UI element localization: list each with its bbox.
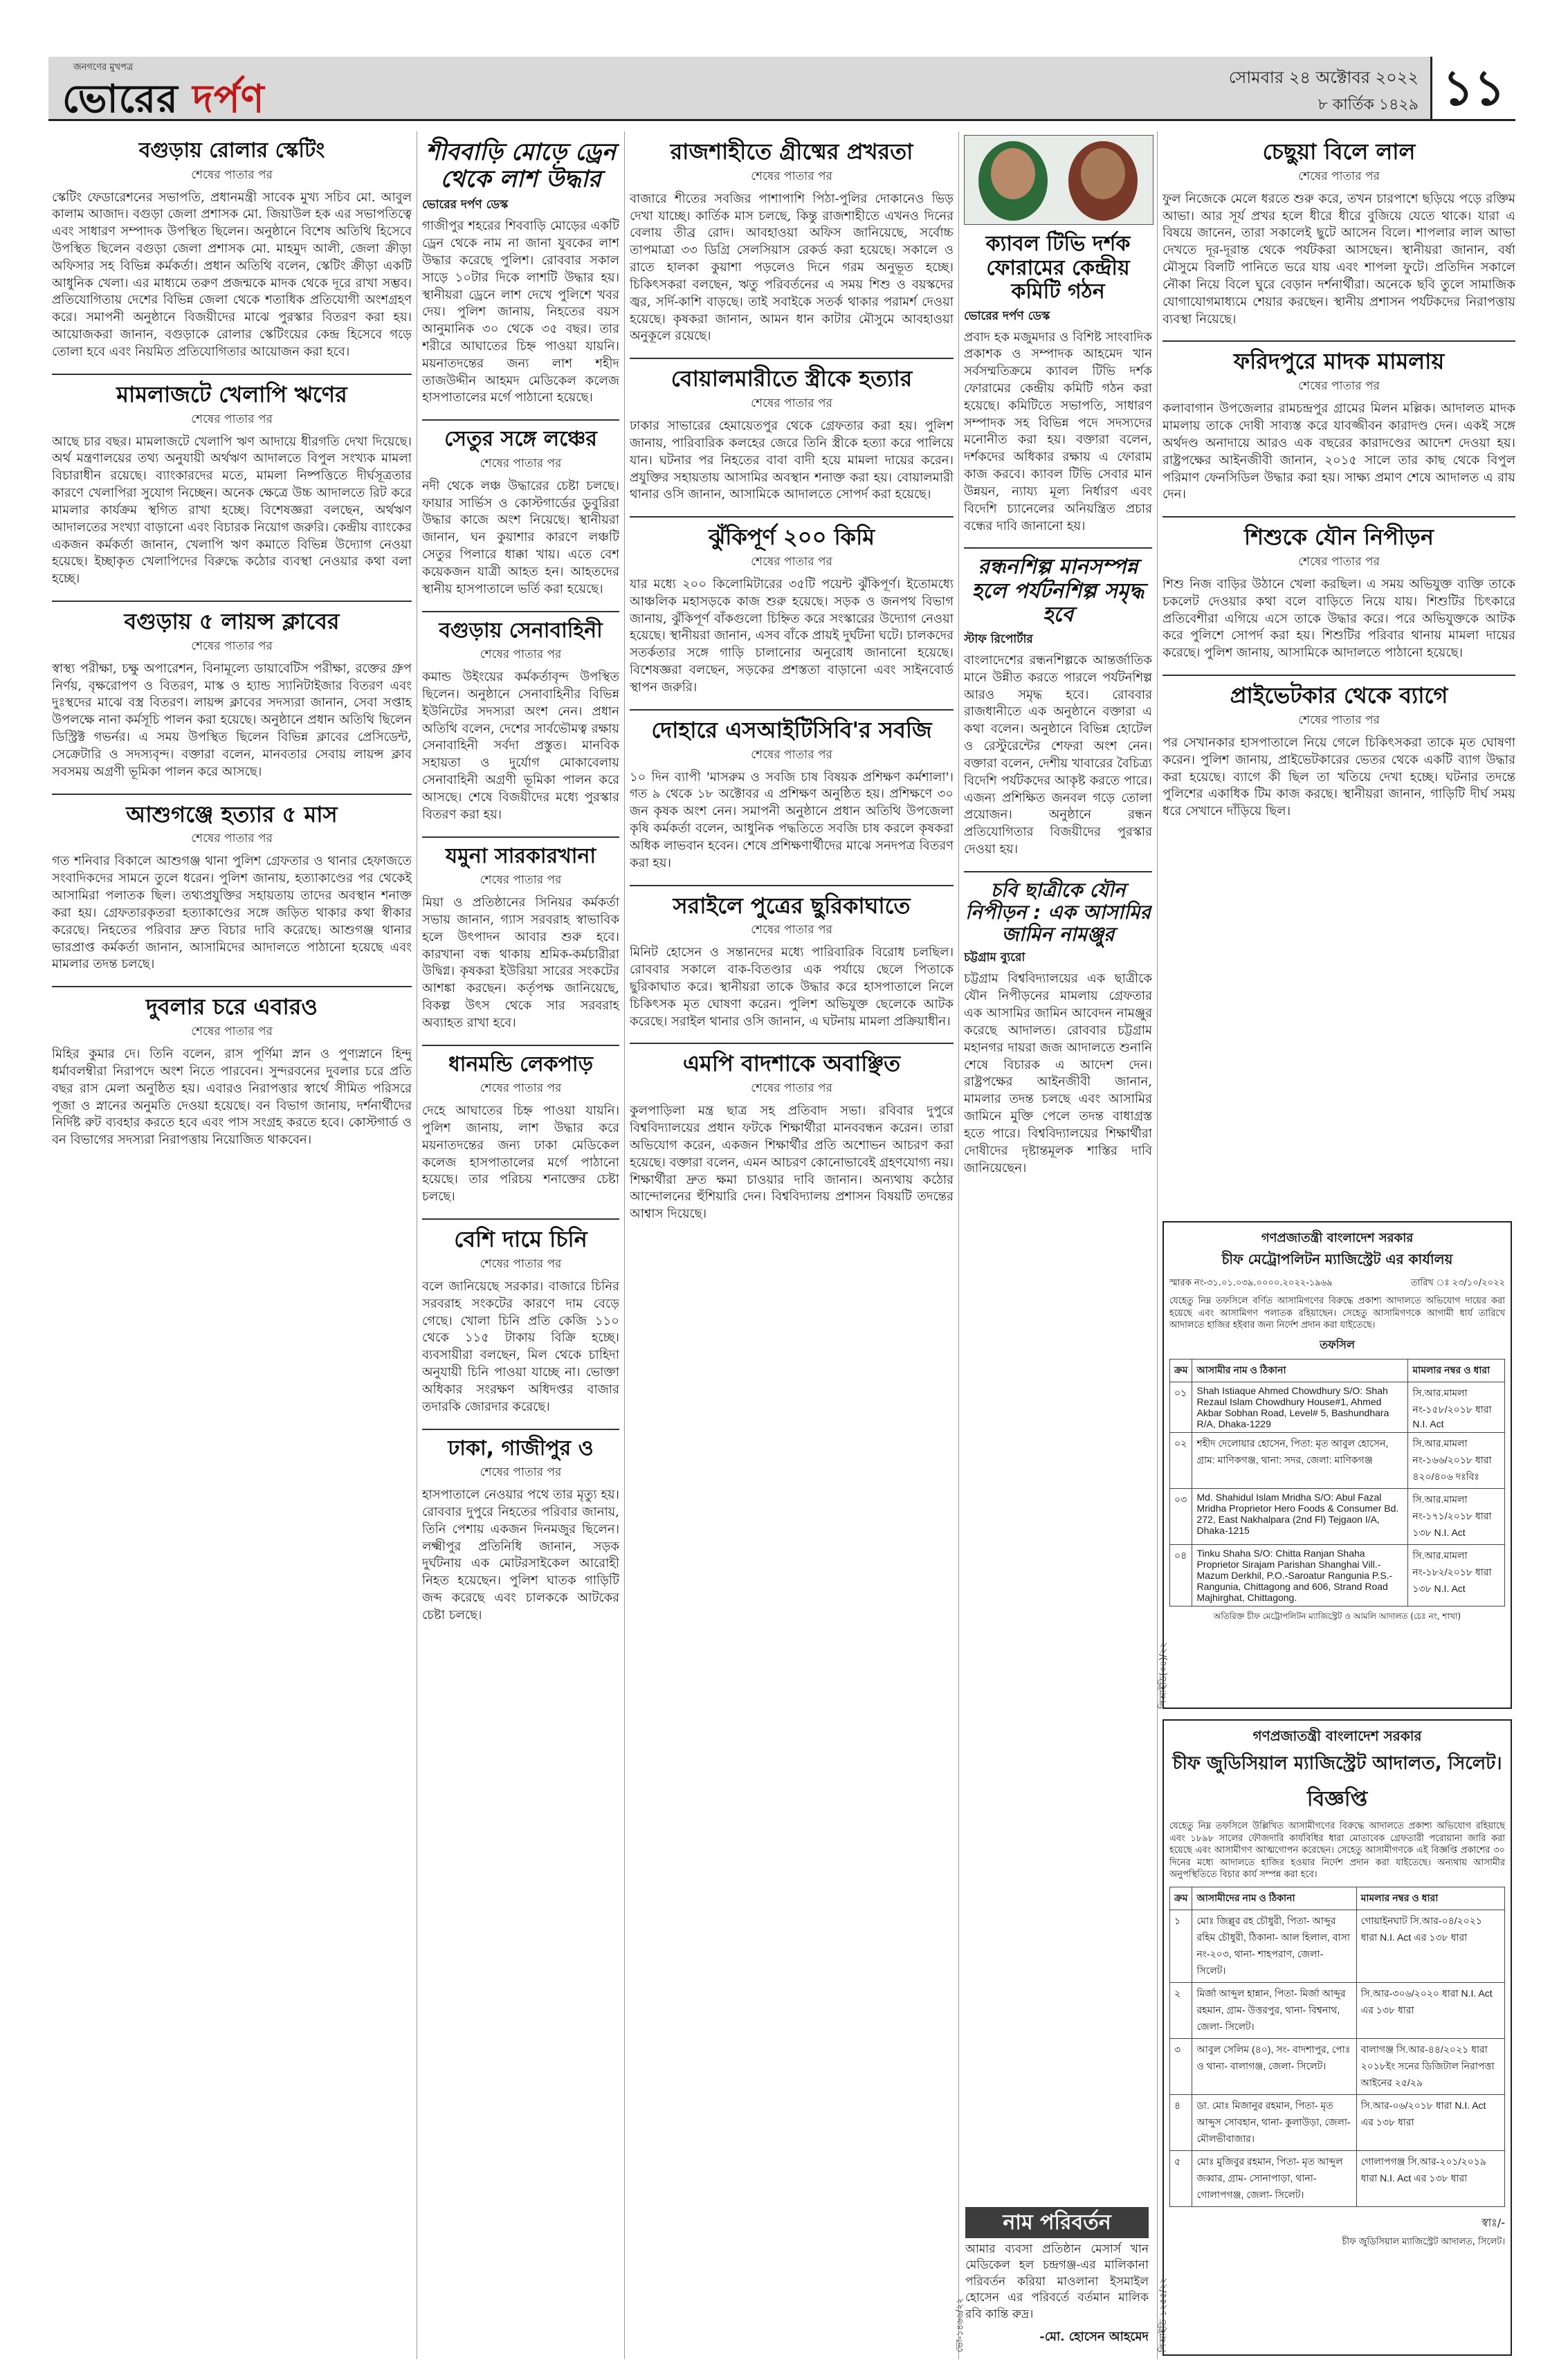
row-name: Tinku Shaha S/O: Chitta Ranjan Shaha Proprietor Sirajam Parishan Shanghai Vill.-Mazum Derkhil, P.O.-Saroatur Rangunia P.S.-Rangunia, Chittagong and 606, Strand Road Majhirghat, Chittagong. bbox=[1192, 1544, 1408, 1606]
continued-label: শেষের পাতার পর bbox=[1298, 554, 1380, 569]
continued-label: শেষের পাতার পর bbox=[480, 648, 562, 662]
row-no: ০২ bbox=[1170, 1432, 1192, 1488]
continued-label: শেষের পাতার পর bbox=[751, 396, 832, 411]
headline: যমুনা সারকারখানা bbox=[445, 843, 596, 868]
notice-intro: যেহেতু নিম্ন তফসিলে উল্লিখিত আসামীগণের বিরুদ্ধে আদালতে প্রকাশ্য অভিযোগ রহিয়াছে এবং ১৮৯৮ সালের ফৌজদারি কার্যবিধির ধারা মোতাবেক গ্রেফতারী পরোয়ানা জারি করা হয়েছে এবং আসামীগণ আত্মগোপন করেছেন। সেহেতু আসামীগণকে এই বিজ্ঞপ্তি প্রকাশের ৩০ দিনের মধ্যে আদালতে হাজির হওয়ার নির্দেশ প্রদান করা যাইতেছে। অন্যথায় আসামীর অনুপস্থিতিতে বিচার কার্য সম্পন্ন করা হবে। bbox=[1169, 1821, 1505, 1880]
story-body: মিনিট হোসেন ও সন্তানদের মধ্যে পারিবারিক বিরোধ চলছিল। রোববার সকালে বাক-বিতণ্ডার এক পর্যায়ে ছেলে পিতাকে ছুরিকাঘাত করে। স্থানীয়রা তাকে উদ্ধার করে হাসপাতালে নিলে চিকিৎসক মৃত ঘোষণা করেন। পুলিশ অভিযুক্ত ছেলেকে আটক করেছে। সরাইল থানার ওসি জানান, এ ঘটনায় মামলা প্রক্রিয়াধীন। bbox=[630, 945, 954, 1029]
row-name: মোঃ জিল্লুর রহ চৌধুরী, পিতা- আব্দুর রহিম চৌধুরী, ঠিকানা- আল হিলাল, বাসা নং-২০৩, থানা- শাহপরাণ, জেলা- সিলেট। bbox=[1192, 1910, 1356, 1982]
date-bangla: ৮ কার্তিক ১৪২৯ bbox=[1318, 96, 1419, 113]
column-5 bbox=[1162, 135, 1515, 1214]
divider bbox=[52, 986, 412, 987]
row-case: সি.আর.মামলা নং-১৬৬/২০১৮ ধারা ৪২০/৪০৬ দঃবিঃ bbox=[1408, 1432, 1505, 1488]
notice-office: চীফ জুডিসিয়াল ম্যাজিস্ট্রেট আদালত, সিলেট। bbox=[1172, 1753, 1502, 1774]
story-body: গত শনিবার বিকালে আশুগঞ্জ থানা পুলিশ গ্রেফতার ও থানার হেফাজতে সংবাদিকদের সামনে তুলে ধরেন। পুলিশ জানায়, হত্যাকাণ্ডের পর থেকেই আসামিরা পলাতক ছিল। তথ্যপ্রযুক্তির সহায়তায় তাদের অবস্থান শনাক্ত করা হয়। গ্রেফতারকৃতরা হত্যাকাণ্ডের সঙ্গে জড়িত থাকার কথা স্বীকার করেছে। নিহতের পরিবার দ্রুত বিচার দাবি করেছে। আশুগঞ্জ থানার ভারপ্রাপ্ত কর্মকর্তা জানান, আসামিদের আদালতে পাঠানো হয়েছে এবং মামলার তদন্ত চলছে। bbox=[52, 854, 412, 972]
story-faridpur-drug bbox=[1162, 349, 1515, 504]
col-header: আসামীর নাম ও ঠিকানা bbox=[1192, 1359, 1408, 1382]
story-body: শিশু নিজ বাড়ির উঠানে খেলা করছিল। এ সময় অভিযুক্ত ব্যক্তি তাকে চকলেট দেওয়ার কথা বলে বাড়িতে নিয়ে যায়। শিশুটির চিৎকারে প্রতিবেশীরা এগিয়ে এসে তাকে উদ্ধার করে। পরে অভিযুক্তকে আটক করে পুলিশে সোপর্দ করা হয়। শিশুটির পরিবার থানায় মামলা দায়ের করেছে। পুলিশ জানায়, আসামিকে আদালতে পাঠানো হয়েছে। bbox=[1162, 576, 1515, 661]
story-body: বাজারে শীতের সবজির পাশাপাশি পিঠা-পুলির দোকানেও ভিড় দেখা যাচ্ছে। কার্তিক মাস চলছে, কিন্তু রাজশাহীতে এখনও দিনের বেলায় তীব্র রোদ। আবহাওয়া অফিস জানিয়েছে, সর্বোচ্চ তাপমাত্রা ৩৩ ডিগ্রি সেলসিয়াস রেকর্ড করা হয়েছে। সকালে ও রাতে হালকা কুয়াশা পড়লেও দিনে গরম অনুভূত হচ্ছে। চিকিৎসকরা বলছেন, ঋতু পরিবর্তনের এ সময় শিশু ও বয়স্কদের জ্বর, সর্দি-কাশি বাড়ছে। তাই সবাইকে সতর্ক থাকার পরামর্শ দেওয়া হয়েছে। কৃষকরা জানান, আমন ধান কাটার মৌসুমে আবহাওয়া অনুকূলে রয়েছে। bbox=[630, 191, 954, 344]
story-lions-club bbox=[52, 609, 412, 781]
story-body: পর সেখানকার হাসপাতালে নিয়ে গেলে চিকিৎসকরা তাকে মৃত ঘোষণা করেন। পুলিশ জানায়, প্রাইভেটকারের ভেতর থেকে একটি ব্যাগ উদ্ধার করা হয়েছে। ব্যাগে কী ছিল তা খতিয়ে দেখা হচ্ছে। ঘটনার তদন্তে পুলিশের একাধিক টিম কাজ করছে। স্থানীয়রা জানান, গাড়িটি দীর্ঘ সময় ধরে সেখানে দাঁড়িয়ে ছিল। bbox=[1162, 735, 1515, 819]
continued-label: শেষের পাতার পর bbox=[191, 412, 273, 426]
side-code: পিআইডি-১২৫৫/২২ bbox=[1158, 2278, 1169, 2352]
notice-sign: স্বাঃ/- bbox=[1481, 2215, 1505, 2229]
divider bbox=[52, 374, 412, 375]
continued-label: শেষের পাতার পর bbox=[480, 1465, 562, 1480]
col-header: ক্রম bbox=[1170, 1359, 1192, 1382]
row-no: ০১ bbox=[1170, 1382, 1192, 1432]
story-roller-skating bbox=[52, 139, 412, 361]
story-shibbari-body bbox=[422, 139, 619, 407]
name-change-sign: -মো. হোসেন আহমেদ bbox=[1039, 2329, 1149, 2345]
continued-label: শেষের পাতার পর bbox=[191, 639, 273, 653]
continued-label: শেষের পাতার পর bbox=[191, 167, 273, 182]
divider bbox=[630, 885, 954, 886]
notice-memo: স্মারক নং-৩১.০১.০৩৯.০০০০.২০২২-১৯৬৯ bbox=[1169, 1278, 1333, 1288]
divider bbox=[630, 358, 954, 359]
headline: ক্যাবল টিভি দর্শক ফোরামের কেন্দ্রীয় কমিটি গঠন bbox=[985, 232, 1131, 304]
table-row bbox=[1170, 2038, 1505, 2094]
story-chechua-bil bbox=[1162, 139, 1515, 328]
story-dohar-vegetable bbox=[630, 717, 954, 872]
continued-label: শেষের পাতার পর bbox=[751, 554, 832, 569]
story-body: গাজীপুর শহরের শিববাড়ি মোড়ের একটি ড্রেন থেকে নাম না জানা যুবকের লাশ উদ্ধার করেছে পুলিশ। রোববার সকাল সাড়ে ১০টার দিকে লাশটি উদ্ধার হয়। স্থানীয়রা ড্রেনে লাশ দেখে পুলিশে খবর দেয়। পুলিশ জানায়, নিহতের বয়স আনুমানিক ৩০ থেকে ৩৫ বছর। তার শরীরে আঘাতের চিহ্ন পাওয়া যায়নি। ময়নাতদন্তের জন্য লাশ শহীদ তাজউদ্দীন আহমদ মেডিকেল কলেজ হাসপাতালের মর্গে পাঠানো হয়েছে। bbox=[422, 219, 619, 405]
table-row bbox=[1170, 1488, 1505, 1544]
notice-date: তারিখ ঃ ২৩/১০/২০২২ bbox=[1410, 1278, 1505, 1288]
continued-label: শেষের পাতার পর bbox=[480, 873, 562, 888]
headline: সরাইলে পুত্রের ছুরিকাঘাতে bbox=[673, 892, 911, 919]
row-name: আবুল সেলিম (৪০), সং- বাদশাপুর, পোঃ ও থানা- বালাগঞ্জ, জেলা- সিলেট। bbox=[1192, 2038, 1356, 2094]
divider bbox=[964, 547, 1152, 549]
notice-intro: যেহেতু নিম্ন তফসিলে বর্ণিত আসামিগণের বিরুদ্ধে প্রকাশ্য আদালতে অভিযোগ দায়ের করা হয়েছে এবং আসামিগণ পলাতক রহিয়াছেন। সেহেতু আসামিগণকে আগামী ধার্য তারিখে আদালতে হাজির হইবার জন্য নির্দেশ প্রদান করা যাইতেছে। bbox=[1169, 1296, 1505, 1331]
masthead bbox=[48, 57, 1515, 122]
divider bbox=[630, 516, 954, 518]
side-code: পিআইডি(৩৪)/২২ bbox=[1158, 1642, 1169, 1709]
headline: রাজশাহীতে গ্রীষ্মের প্রখরতা bbox=[670, 138, 913, 165]
story-body: ঢাকার সাভারের হেমায়েতপুর থেকে গ্রেফতার করা হয়। পুলিশ জানায়, পারিবারিক কলহের জেরে তিনি স্ত্রীকে হত্যা করে পালিয়ে যান। ঘটনার পর নিহতের বাবা বাদী হয়ে মামলা দায়ের করেন। প্রযুক্তির সহায়তায় আসামির অবস্থান শনাক্ত করা হয়। বোয়ালমারী থানার ওসি জানান, আসামিকে আদালতে সোপর্দ করা হয়েছে। bbox=[630, 419, 954, 502]
headline: বগুড়ায় সেনাবাহিনী bbox=[439, 618, 603, 643]
col-header: ক্রম bbox=[1170, 1887, 1192, 1910]
continued-label: শেষের পাতার পর bbox=[751, 169, 832, 183]
newspaper-logo bbox=[62, 69, 265, 134]
notice-table-title: তফসিল bbox=[1320, 1337, 1355, 1351]
headline: দোহারে এসআইটিসিবি'র সবজি bbox=[651, 716, 932, 743]
logo-part1: ভোরের bbox=[62, 77, 179, 122]
column-4 bbox=[964, 228, 1152, 2200]
notice-footer: অতিরিক্ত চীফ মেট্রোপলিটন ম্যাজিস্ট্রেট ও আমলি আদালত (চেঃ নং, শাখা) bbox=[1213, 1611, 1461, 1621]
table-row bbox=[1170, 1982, 1505, 2038]
story-cu-student bbox=[964, 879, 1152, 1178]
name-change-notice bbox=[965, 2242, 1149, 2352]
story-body: কুলপাড়িলা মন্ত্র ছাত্র সহ প্রতিবাদ সভা। রবিবার দুপুরে বিশ্ববিদ্যালয়ের প্রধান ফটকে শিক্ষার্থীরা মানববন্ধন করেন। তারা অভিযোগ করেন, একজন শিক্ষার্থীর প্রতি অশোভন আচরণ করা হয়েছে। বক্তারা বলেন, এমন আচরণ কোনোভাবেই গ্রহণযোগ্য নয়। শিক্ষার্থীরা দ্রুত ক্ষমা চাওয়ার দাবি জানান। অন্যথায় কঠোর আন্দোলনের হুঁশিয়ারি দেন। বিশ্ববিদ্যালয় প্রশাসন বিষয়টি তদন্তের আশ্বাস দিয়েছে। bbox=[630, 1104, 954, 1222]
divider bbox=[52, 601, 412, 602]
story-body: আছে চার বছর। মামলাজটে খেলাপি ঋণ আদায়ে ধীরগতি দেখা দিয়েছে। অর্থ মন্ত্রণালয়ের তথ্য অনুযায়ী অর্থঋণ আদালতে বিপুল সংখ্যক মামলা বিচারাধীন রয়েছে। ব্যাংকারদের মতে, মামলা নিষ্পত্তিতে দীর্ঘসূত্রতার কারণে খেলাপিরা সুযোগ নিচ্ছেন। অনেক ক্ষেত্রে উচ্চ আদালতে রিট করে মামলার কার্যক্রম স্থগিত রাখা হচ্ছে। বিশেষজ্ঞরা বলছেন, অর্থঋণ আদালতের সংখ্যা বাড়ানো এবং বিচারক নিয়োগ জরুরি। কেন্দ্রীয় ব্যাংকের একজন কর্মকর্তা জানান, খেলাপি ঋণ কমাতে বিভিন্ন উদ্যোগ নেওয়া হয়েছে। ইচ্ছাকৃত খেলাপিদের বিরুদ্ধে কঠোর ব্যবস্থা নেওয়ার কথা বলা হচ্ছে। bbox=[52, 434, 412, 587]
story-body: ফুল নিজেকে মেলে ধরতে শুরু করে, তখন চারপাশে ছড়িয়ে পড়ে রক্তিম আভা। আর সূর্য প্রখর হলে ধীরে ধীরে বুজিয়ে যেতে থাকে। যারা এ বিষয়ে জানেন, তারা সকালেই ছুটে আসেন বিলে। শাপলার লাল আভা দেখতে দূর-দূরান্ত থেকে পর্যটকরা আসছেন। স্থানীয়রা জানান, বর্ষা মৌসুমে বিলটি পানিতে ভরে যায় এবং শাপলা ফুটে। প্রতিদিন সকালে নৌকা নিয়ে বিলে ঘুরে বেড়ান দর্শনার্থীরা। অনেকে ছবি তুলে সামাজিক যোগাযোগমাধ্যমে শেয়ার করছেন। স্থানীয় প্রশাসন পর্যটকদের নিরাপত্তায় ব্যবস্থা নিয়েছে। bbox=[1162, 191, 1515, 327]
story-body: মিয়া ও প্রতিষ্ঠানের সিনিয়র কর্মকর্তা সভায় জানান, গ্যাস সরবরাহ স্বাভাবিক হলে উৎপাদন আবার শুরু হবে। কারখানা বন্ধ থাকায় শ্রমিক-কর্মচারীরা উদ্বিগ্ন। কৃষকরা ইউরিয়া সারের সংকটের আশঙ্কা করছেন। কর্তৃপক্ষ জানিয়েছে, বিকল্প উৎস থেকে সার সরবরাহ অব্যাহত রাখা হবে। bbox=[422, 895, 619, 1030]
notice-footer: চীফ জুডিসিয়াল ম্যাজিস্ট্রেট আদালত, সিলেট। bbox=[1342, 2236, 1505, 2247]
byline: ভোরের দর্পণ ডেস্ক bbox=[964, 309, 1050, 323]
notice-gov: গণপ্রজাতন্ত্রী বাংলাদেশ সরকার bbox=[1261, 1231, 1414, 1245]
row-no: ০৪ bbox=[1170, 1544, 1192, 1606]
continued-label: শেষের পাতার পর bbox=[1298, 169, 1380, 183]
story-body: মিহির কুমার দে। তিনি বলেন, রাস পূর্ণিমা স্নান ও পুণ্যস্নানে হিন্দু ধর্মাবলম্বীরা নিরাপদে অংশ নিতে পারবেন। সুন্দরবনের দুবলার চরে প্রতি বছর রাস মেলা অনুষ্ঠিত হয়। এবারও নিরাপত্তার স্বার্থে সীমিত পরিসরে পূজা ও স্নানের অনুমতি দেওয়া হয়েছে। বন বিভাগ জানায়, দর্শনার্থীদের নির্দিষ্ট রুট ব্যবহার করতে হবে এবং পাস সংগ্রহ করতে হবে। কোস্টগার্ড ও বন বিভাগের সদস্যরা নিরাপত্তায় নিয়োজিত থাকবেন। bbox=[52, 1047, 412, 1148]
table-row bbox=[1170, 2150, 1505, 2206]
column-1 bbox=[52, 135, 412, 2359]
story-dhaka-gazipur bbox=[422, 1437, 619, 1624]
story-cooking-tourism bbox=[964, 556, 1152, 858]
story-body: নদী থেকে লঞ্চ উদ্ধারের চেষ্টা চলছে। ফায়ার সার্ভিস ও কোস্টগার্ডের ডুবুরিরা উদ্ধার কাজে অংশ নিয়েছে। স্থানীয়রা জানান, ঘন কুয়াশার কারণে লঞ্চটি সেতুর পিলারে ধাক্কা খায়। এতে বেশ কয়েকজন যাত্রী আহত হন। আহতদের স্থানীয় হাসপাতালে ভর্তি করা হয়েছে। bbox=[422, 478, 619, 596]
byline: ভোরের দর্পণ ডেস্ক bbox=[422, 198, 509, 212]
headline: চেছুয়া বিলে লাল bbox=[1262, 138, 1416, 165]
story-body: বাংলাদেশের রন্ধনশিল্পকে আন্তর্জাতিক মানে উন্নীত করতে পারলে পর্যটনশিল্প আরও সমৃদ্ধ হবে। রোববার রাজধানীতে এক অনুষ্ঠানে বক্তারা এ কথা বলেন। অনুষ্ঠানে বিভিন্ন হোটেল ও রেস্টুরেন্টের শেফরা অংশ নেন। বক্তারা বলেন, দেশীয় খাবারের বৈচিত্র্য বিদেশি পর্যটকদের আকৃষ্ট করতে পারে। এজন্য প্রশিক্ষিত জনবল গড়ে তোলা প্রয়োজন। অনুষ্ঠানে রন্ধন প্রতিযোগিতার বিজয়ীদের পুরস্কার দেওয়া হয়। bbox=[964, 652, 1152, 857]
court-notice-sylhet bbox=[1162, 1719, 1512, 2356]
continued-label: শেষের পাতার পর bbox=[751, 923, 832, 937]
table-row bbox=[1170, 1910, 1505, 1982]
headline: বেশি দামে চিনি bbox=[454, 1226, 587, 1253]
divider bbox=[630, 709, 954, 711]
story-body: স্কেটিং ফেডারেশনের সভাপতি, প্রধানমন্ত্রী সাবেক মুখ্য সচিব মো. আবুল কালাম আজাদ। বগুড়া জেলা প্রশাসক মো. জিয়াউল হক এর সভাপতিত্বে এবং সাধারণ সম্পাদক উপস্থিত ছিলেন। অনুষ্ঠানে বিশেষ অতিথি হিসেবে উপস্থিত ছিলেন বগুড়া জেলা প্রশাসক মো. মাহমুদ আলী, জেলা ক্রীড়া অফিসার সহ বিভিন্ন কর্মকর্তা। প্রধান অতিথি বলেন, স্কেটিং ক্রীড়া একটি আধুনিক খেলা। এর মাধ্যমে তরুণ প্রজন্মকে মাদক থেকে দূরে রাখা সম্ভব। প্রতিযোগিতায় দেশের বিভিন্ন জেলা থেকে শতাধিক প্রতিযোগী অংশগ্রহণ করে। সমাপনী অনুষ্ঠানে বিজয়ীদের মাঝে পুরস্কার বিতরণ করা হয়। আয়োজকরা জানান, বগুড়াকে রোলার স্কেটিংয়ের কেন্দ্র হিসেবে গড়ে তোলা হবে এবং নিয়মিত প্রতিযোগিতার আয়োজন করা হবে। bbox=[52, 190, 412, 359]
col-header: আসামীদের নাম ও ঠিকানা bbox=[1192, 1887, 1356, 1910]
continued-label: শেষের পাতার পর bbox=[191, 1025, 273, 1039]
byline: স্টাফ রিপোর্টার bbox=[964, 632, 1033, 646]
story-body: চট্টগ্রাম বিশ্ববিদ্যালয়ের এক ছাত্রীকে যৌন নিপীড়নের মামলায় গ্রেফতার এক আসামির জামিন আবেদন নামঞ্জুর করেছে আদালত। রোববার চট্টগ্রাম মহানগর দায়রা জজ আদালতে শুনানি শেষে বিচারক এ আদেশ দেন। রাষ্ট্রপক্ষের আইনজীবী জানান, মামলার তদন্ত চলছে এবং আসামির জামিনে মুক্তি পেলে তদন্ত বাধাগ্রস্ত হতে পারে। বিশ্ববিদ্যালয়ের শিক্ষার্থীরা দোষীদের দৃষ্টান্তমূলক শাস্তির দাবি জানিয়েছেন। bbox=[964, 971, 1152, 1175]
column-3 bbox=[630, 135, 954, 2359]
story-body: বলে জানিয়েছে সরকার। বাজারে চিনির সরবরাহ সংকটের কারণে দাম বেড়ে গেছে। খোলা চিনি প্রতি কেজি ১১০ থেকে ১১৫ টাকায় বিক্রি হচ্ছে। ব্যবসায়ীরা বলছেন, মিল থেকে চাহিদা অনুযায়ী চিনি পাওয়া যাচ্ছে না। ভোক্তা অধিকার সংরক্ষণ অধিদপ্তর বাজার তদারকি জোরদার করেছে। bbox=[422, 1279, 619, 1414]
photo-two-men bbox=[964, 135, 1154, 225]
continued-label: শেষের পাতার পর bbox=[480, 1256, 562, 1271]
court-notice-dhaka bbox=[1162, 1221, 1512, 1709]
continued-label: শেষের পাতার পর bbox=[1298, 713, 1380, 727]
story-cable-tv-forum bbox=[964, 232, 1152, 535]
story-rajshahi-heat bbox=[630, 139, 954, 345]
divider bbox=[422, 1045, 619, 1046]
divider bbox=[630, 1043, 954, 1044]
row-no: ০৩ bbox=[1170, 1488, 1192, 1544]
headline: বগুড়ায় ৫ লায়ন্স ক্লাবের bbox=[124, 608, 340, 635]
table-row bbox=[1170, 2094, 1505, 2150]
headline: ঢাকা, গাজীপুর ও bbox=[448, 1436, 594, 1461]
headline: চবি ছাত্রীকে যৌন নিপীড়ন : এক আসামির জামিন নামঞ্জুর bbox=[965, 878, 1151, 946]
headline: প্রাইভেটকার থেকে ব্যাগে bbox=[1230, 682, 1448, 709]
notice-table bbox=[1169, 1359, 1505, 1606]
story-loan-default bbox=[52, 382, 412, 588]
row-case: বালাগঞ্জ সি.আর-৪৪/২০২১ ধারা ২০১৮ইং সনের ডিজিটাল নিরাপত্তা আইনের ২৫/২৯ bbox=[1356, 2038, 1504, 2094]
tagline: জনগণের মুখপত্র bbox=[73, 62, 134, 73]
table-row bbox=[1170, 1432, 1505, 1488]
story-bridge-launch bbox=[422, 428, 619, 598]
divider bbox=[422, 1218, 619, 1220]
row-name: Shah Istiaque Ahmed Chowdhury S/O: Shah Rezaul Islam Chowdhury House#1, Ahmed Akbar Sobhan Road, Level# 5, Bashundhara R/A, Dhaka-1229 bbox=[1192, 1382, 1408, 1432]
row-case: সি.আর.মামলা নং-১৮২/২০১৮ ধারা ১৩৮ N.I. Act bbox=[1408, 1544, 1505, 1606]
headline: আশুগঞ্জে হত্যার ৫ মাস bbox=[126, 800, 338, 827]
story-private-car bbox=[1162, 683, 1515, 821]
divider bbox=[422, 1429, 619, 1430]
story-body: কমান্ড উইংয়ের কর্মকর্তাবৃন্দ উপস্থিত ছিলেন। অনুষ্ঠানে সেনাবাহিনীর বিভিন্ন ইউনিটের সদস্যরা অংশ নেন। প্রধান অতিথি বলেন, দেশের সার্বভৌমত্ব রক্ষায় সেনাবাহিনী সর্বদা প্রস্তুত। মানবিক সহায়তা ও দুর্যোগ মোকাবেলায় সেনাবাহিনী অগ্রণী ভূমিকা পালন করে আসছে। শেষে বিজয়ীদের মধ্যে পুরস্কার বিতরণ করা হয়। bbox=[422, 670, 619, 822]
headline: মামলাজটে খেলাপি ঋণের bbox=[116, 381, 347, 408]
table-row bbox=[1170, 1544, 1505, 1606]
byline: চট্টগ্রাম ব্যুরো bbox=[964, 951, 1025, 965]
story-sarail-stabbing bbox=[630, 893, 954, 1031]
story-ashuganj-murder bbox=[52, 802, 412, 974]
headline: ঝুঁকিপূর্ণ ২০০ কিমি bbox=[709, 524, 875, 551]
story-body: যার মধ্যে ২০০ কিলোমিটারের ৩৫টি পয়েন্ট ঝুঁকিপূর্ণ। ইতোমধ্যে আঞ্চলিক মহাসড়কে কাজ শুরু হয়েছে। সড়ক ও জনপথ বিভাগ জানায়, ঝুঁকিপূর্ণ বাঁকগুলো চিহ্নিত করে সংস্কারের উদ্যোগ নেওয়া হয়েছে। স্থানীয়রা জানান, এসব বাঁকে প্রায়ই দুর্ঘটনা ঘটে। চালকদের সতর্কতার সঙ্গে গাড়ি চালানোর অনুরোধ জানানো হয়েছে। বিশেষজ্ঞরা বলছেন, সড়কের প্রশস্ততা বাড়ানো এবং সাইনবোর্ড স্থাপন জরুরি। bbox=[630, 576, 954, 695]
row-case: সি.আর.মামলা নং-১৭১/২০১৮ ধারা ১৩৮ N.I. Act bbox=[1408, 1488, 1505, 1544]
row-name: ডা. মোঃ মিজানুর রহমান, পিতা- মৃত আব্দুস সোবহান, থানা- কুলাউড়া, জেলা- মৌলভীবাজার। bbox=[1192, 2094, 1356, 2150]
headline: বোয়ালমারীতে স্ত্রীকে হত্যার bbox=[671, 365, 913, 392]
story-body: ১০ দিন ব্যাপী 'মাসরুম ও সবজি চাষ বিষয়ক প্রশিক্ষণ কর্মশালা'। গত ৯ থেকে ১৮ অক্টোবর এ প্রশিক্ষণ অনুষ্ঠিত হয়। প্রশিক্ষণে ৩০ জন কৃষক অংশ নেন। সমাপনী অনুষ্ঠানে প্রধান অতিথি উপজেলা কৃষি কর্মকর্তা বলেন, আধুনিক পদ্ধতিতে সবজি চাষ করলে কৃষকরা অধিক লাভবান হবেন। শেষে প্রশিক্ষণার্থীদের মাঝে সনদপত্র বিতরণ করা হয়। bbox=[630, 769, 954, 870]
row-name: মোঃ মুজিবুর রহমান, পিতা- মৃত আব্দুল জব্বার, গ্রাম- সোনাপাড়া, থানা- গোলাপগঞ্জ, জেলা- সিলেট। bbox=[1192, 2150, 1356, 2206]
divider bbox=[422, 836, 619, 838]
story-body: স্বাস্থ্য পরীক্ষা, চক্ষু অপারেশন, বিনামূল্যে ডায়াবেটিস পরীক্ষা, রক্তের গ্রুপ নির্ণয়, বৃক্ষরোপণ ও বিতরণ, মাস্ক ও হ্যান্ড স্যানিটাইজার বিতরণ এবং দুঃস্থদের মাঝে বস্ত্র বিতরণ। লায়ন্স ক্লাবের সদস্যরা জানান, সেবা সপ্তাহ উপলক্ষে নানা কর্মসূচি পালন করা হয়েছে। অনুষ্ঠানে প্রধান অতিথি ছিলেন ডিস্ট্রিক্ট গভর্নর। এ সময় উপস্থিত ছিলেন বিভিন্ন ক্লাবের প্রেসিডেন্ট, সেক্রেটারি ও সদস্যবৃন্দ। বক্তারা বলেন, মানবতার সেবায় লায়ন্স ক্লাব সবসময় অগ্রণী ভূমিকা পালন করে আসছে। bbox=[52, 661, 412, 779]
col-header: মামলার নম্বর ও ধারা bbox=[1408, 1359, 1505, 1382]
row-no: ১ bbox=[1170, 1910, 1192, 1982]
date-english: সোমবার ২৪ অক্টোবর ২০২২ bbox=[1228, 68, 1419, 87]
story-sugar-price bbox=[422, 1227, 619, 1416]
headline: ফরিদপুরে মাদক মামলায় bbox=[1233, 348, 1445, 375]
story-body: হাসপাতালে নেওয়ার পথে তার মৃত্যু হয়। রোববার দুপুরে নিহতের পরিবার জানায়, তিনি পেশায় একজন দিনমজুর ছিলেন। লক্ষ্মীপুর প্রতিনিধি জানান, সড়ক দুর্ঘটনায় এক মোটরসাইকেল আরোহী নিহত হয়েছেন। পুলিশ ঘাতক গাড়িটি জব্দ করেছে এবং চালককে আটকের চেষ্টা চলছে। bbox=[422, 1488, 619, 1622]
table-row bbox=[1170, 1382, 1505, 1432]
row-case: সি.আর-৩০৬/২০২০ ধারা N.I. Act এর ১৩৮ ধারা bbox=[1356, 1982, 1504, 2038]
story-boalmari bbox=[630, 366, 954, 504]
headline: দুবলার চরে এবারও bbox=[146, 994, 318, 1020]
headline: এমপি বাদশাকে অবাঞ্ছিত bbox=[682, 1050, 901, 1077]
row-case: সি.আর-০৬/২০১৮ ধারা N.I. Act এর ১৩৮ ধারা bbox=[1356, 2094, 1504, 2150]
name-change-body: আমার ব্যবসা প্রতিষ্ঠান মেসার্স খান মেডিকেল হল চন্দ্রগঞ্জ-এর মালিকানা পরিবর্তন করিয়া মাওলানা ইসমাইল হোসেন এর পরিবর্তে বর্তমান মালিক রবি কান্তি রুদ্র। bbox=[965, 2242, 1149, 2321]
story-body: দেহে আঘাতের চিহ্ন পাওয়া যায়নি। পুলিশ জানায়, লাশ উদ্ধার করে ময়নাতদন্তের জন্য ঢাকা মেডিকেল কলেজ হাসপাতালের মর্গে পাঠানো হয়েছে। তার পরিচয় শনাক্তের চেষ্টা চলছে। bbox=[422, 1104, 619, 1205]
story-body: কলাবাগান উপজেলার রামচন্দ্রপুর গ্রামের মিলন মল্লিক। আদালত মাদক মামলায় তাকে দোষী সাব্যস্ত করে যাবজ্জীবন কারাদণ্ড দেন। একই সঙ্গে অর্থদণ্ড অনাদায়ে আরও এক বছরের কারাদণ্ডের আদেশ দেওয়া হয়। রাষ্ট্রপক্ষের আইনজীবী জানান, ২০১৫ সালে তার কাছ থেকে বিপুল পরিমাণ ফেনসিডিল উদ্ধার করা হয়। সাক্ষ্য প্রমাণ শেষে আদালত এ রায় দেন। bbox=[1162, 401, 1515, 502]
continued-label: শেষের পাতার পর bbox=[480, 1081, 562, 1096]
story-mp-badsha bbox=[630, 1051, 954, 1223]
headline: ধানমন্ডি লেকপাড় bbox=[448, 1052, 594, 1077]
row-name: মির্জা আব্দুল হান্নান, পিতা- মির্জা আব্দুর রহমান, গ্রাম- উত্তরপুর, থানা- বিশ্বনাথ, জেলা- সিলেট। bbox=[1192, 1982, 1356, 2038]
headline: রন্ধনশিল্প মানসম্পন্ন হলে পর্যটনশিল্প সমৃদ্ধ হবে bbox=[972, 555, 1145, 628]
row-case: সি.আর.মামলা নং-১৫৮/২০১৮ ধারা N.I. Act bbox=[1408, 1382, 1505, 1432]
column-rule bbox=[624, 131, 625, 2359]
notice-gov: গণপ্রজাতন্ত্রী বাংলাদেশ সরকার bbox=[1252, 1728, 1422, 1744]
face-left-image bbox=[991, 148, 1035, 199]
divider bbox=[1162, 516, 1515, 518]
logo-part2: দর্পণ bbox=[192, 77, 265, 122]
story-dublar-char bbox=[52, 994, 412, 1149]
row-case: গোয়াইনঘাট সি.আর-০৪/২০২১ ধারা N.I. Act এর ১৩৮ ধারা bbox=[1356, 1910, 1504, 1982]
notice-office: চীফ মেট্রোপলিটন ম্যাজিস্ট্রেট এর কার্যালয় bbox=[1221, 1251, 1453, 1267]
story-dhanmondi-lake bbox=[422, 1053, 619, 1206]
row-no: ৫ bbox=[1170, 2150, 1192, 2206]
continued-label: শেষের পাতার পর bbox=[751, 1081, 832, 1096]
row-no: ৩ bbox=[1170, 2038, 1192, 2094]
divider bbox=[422, 419, 619, 421]
notice-table bbox=[1169, 1887, 1505, 2207]
name-change-title: নাম পরিবর্তন bbox=[965, 2207, 1149, 2238]
story-risky-road bbox=[630, 524, 954, 697]
headline: বগুড়ায় রোলার স্কেটিং bbox=[138, 138, 325, 163]
continued-label: শেষের পাতার পর bbox=[191, 832, 273, 846]
headline: সেতুর সঙ্গে লঞ্চের bbox=[444, 427, 597, 452]
column-rule bbox=[1157, 131, 1158, 2359]
story-jamuna-fertilizer bbox=[422, 845, 619, 1032]
divider bbox=[964, 871, 1152, 872]
divider bbox=[1162, 675, 1515, 676]
divider bbox=[1162, 340, 1515, 342]
notice-title: বিজ্ঞপ্তি bbox=[1306, 1787, 1368, 1811]
face-right-image bbox=[1081, 148, 1125, 199]
story-child-abuse bbox=[1162, 524, 1515, 662]
headline: শীববাড়ি মোড়ে ড্রেন থেকে লাশ উদ্ধার bbox=[426, 138, 616, 194]
row-name: Md. Shahidul Islam Mridha S/O: Abul Fazal Mridha Proprietor Hero Foods & Consumer Bd. 272, East Nakhalpara (2nd Fl) Tejgaon I/A, Dhaka-1215 bbox=[1192, 1488, 1408, 1544]
side-code: ভো-১৪৬৬/২২ bbox=[955, 2298, 965, 2352]
continued-label: শেষের পাতার পর bbox=[1298, 379, 1380, 394]
row-no: ৪ bbox=[1170, 2094, 1192, 2150]
divider bbox=[422, 611, 619, 612]
story-body: প্রবাদ হক মজুমদার ও বিশিষ্ট সাংবাদিক প্রকাশক ও সম্পাদক আহমেদ খান সর্বসম্মতিক্রমে ক্যাবল টিভি দর্শক ফোরামের কেন্দ্রীয় কমিটি গঠন করা হয়েছে। কমিটিতে সভাপতি, সাধারণ সম্পাদক সহ বিভিন্ন পদে সদস্যদের মনোনীত করা হয়। বক্তারা বলেন, দর্শকদের অধিকার রক্ষায় এ ফোরাম কাজ করবে। ক্যাবল টিভি সেবার মান উন্নয়ন, ন্যায্য মূল্য নির্ধারণ এবং বিদেশি চ্যানেলের অনিয়ন্ত্রিত প্রচার বন্ধের দাবি জানানো হয়। bbox=[964, 329, 1152, 533]
column-rule bbox=[958, 131, 959, 2359]
continued-label: শেষের পাতার পর bbox=[751, 747, 832, 762]
row-name: শহীদ দেলোয়ার হোসেন, পিতা: মৃত আবুল হোসেন, গ্রাম: মাণিকগঞ্জ, থানা: সদর, জেলা: মাণিকগঞ্জ bbox=[1192, 1432, 1408, 1488]
row-case: গোলাপগঞ্জ সি.আর-২০১/২০১৯ ধারা N.I. Act এর ১৩৮ ধারা bbox=[1356, 2150, 1504, 2206]
row-no: ২ bbox=[1170, 1982, 1192, 2038]
page-number: ১১ bbox=[1430, 57, 1515, 119]
divider bbox=[52, 794, 412, 795]
headline: শিশুকে যৌন নিপীড়ন bbox=[1244, 524, 1434, 551]
continued-label: শেষের পাতার পর bbox=[480, 456, 562, 470]
col-header: মামলার নম্বর ও ধারা bbox=[1356, 1887, 1504, 1910]
story-bogura-army bbox=[422, 619, 619, 824]
column-2 bbox=[422, 135, 619, 2359]
